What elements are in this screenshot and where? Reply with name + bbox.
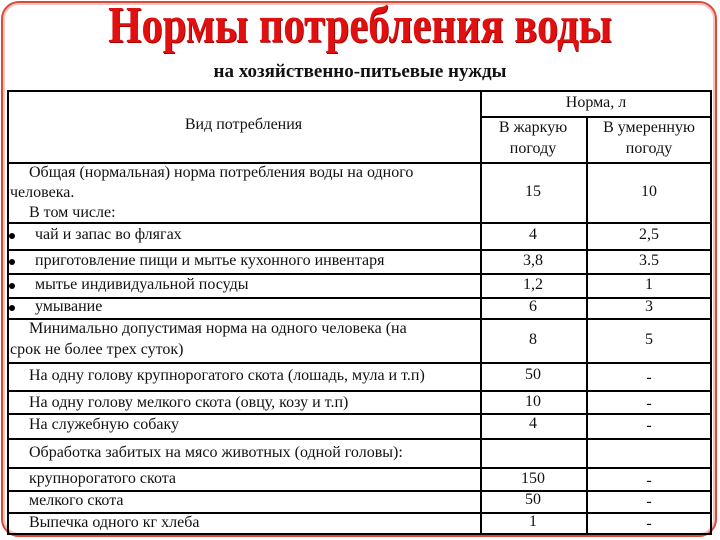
row-dishes-moderate: 1 bbox=[645, 276, 653, 293]
header-norm-liters: Норма, л bbox=[565, 94, 627, 111]
row-bread-baking-label: Выпечка одного кг хлеба bbox=[29, 514, 200, 531]
row-minimum-hot: 8 bbox=[529, 331, 537, 348]
row-tea-moderate: 2,5 bbox=[639, 226, 659, 243]
row-small-livestock-hot: 10 bbox=[525, 393, 541, 410]
row-service-dog-label: На служебную собаку bbox=[29, 416, 180, 433]
row-cooking-moderate: 3.5 bbox=[639, 252, 659, 269]
row-washing-moderate: 3 bbox=[645, 298, 653, 315]
table-row bbox=[7, 274, 479, 298]
water-norms-table bbox=[7, 90, 712, 535]
row-minimum-moderate: 5 bbox=[645, 331, 653, 348]
bullet-icon bbox=[9, 259, 15, 265]
row-slaughter-cattle-label: крупнорогатого скота bbox=[29, 470, 177, 487]
row-label: чай и запас во флягах bbox=[35, 226, 182, 243]
table-row bbox=[7, 250, 479, 274]
row-cattle-hot: 50 bbox=[525, 366, 541, 383]
row-slaughter-small-label: мелкого скота bbox=[29, 492, 124, 509]
row-general-norm-line1: Общая (нормальная) норма потребления воды на одного bbox=[29, 164, 414, 181]
row-general-hot: 15 bbox=[525, 183, 541, 200]
bullet-icon bbox=[9, 283, 15, 289]
row-general-norm-line2: человека. bbox=[10, 184, 75, 201]
page-subtitle: на хозяйственно-питьевые нужды bbox=[213, 61, 507, 82]
row-dishes-hot: 1,2 bbox=[523, 276, 543, 293]
row-bread-baking-hot: 1 bbox=[529, 513, 537, 530]
header-hot-weather-1: В жаркую bbox=[498, 119, 568, 136]
table-row bbox=[7, 296, 479, 318]
row-slaughter-processing-label: Обработка забитых на мясо животных (одной головы): bbox=[29, 444, 403, 461]
row-bread-baking-moderate: - bbox=[646, 515, 652, 532]
row-label: приготовление пищи и мытье кухонного инвентаря bbox=[35, 252, 385, 269]
bullet-icon bbox=[9, 233, 15, 239]
row-cooking-hot: 3,8 bbox=[523, 252, 543, 269]
header-moderate-weather-1: В умеренную bbox=[603, 119, 695, 136]
row-slaughter-cattle-moderate: - bbox=[646, 472, 652, 489]
row-line bbox=[7, 438, 712, 440]
table-row bbox=[7, 224, 479, 248]
row-slaughter-cattle-hot: 150 bbox=[521, 470, 545, 487]
row-washing-hot: 6 bbox=[529, 298, 537, 315]
header-moderate-weather-2: погоду bbox=[625, 140, 673, 157]
row-general-moderate: 10 bbox=[641, 183, 657, 200]
row-small-livestock-moderate: - bbox=[646, 395, 652, 412]
row-label: умывание bbox=[35, 298, 103, 315]
page-title: Нормы потребления воды bbox=[108, 0, 612, 54]
row-cattle-label: На одну голову крупнорогатого скота (лошадь, мула и т.п) bbox=[29, 367, 425, 384]
row-label: мытье индивидуальной посуды bbox=[35, 276, 249, 293]
row-service-dog-hot: 4 bbox=[529, 415, 537, 432]
row-slaughter-small-moderate: - bbox=[646, 493, 652, 510]
row-tea-hot: 4 bbox=[529, 226, 537, 243]
row-line bbox=[7, 362, 712, 364]
bullet-icon bbox=[9, 305, 15, 311]
row-minimum-norm-line1: Минимально допустимая норма на одного человека (на bbox=[29, 320, 407, 337]
row-service-dog-moderate: - bbox=[646, 417, 652, 434]
row-minimum-norm-line2: срок не более трех суток) bbox=[10, 341, 184, 358]
row-including-label: В том числе: bbox=[29, 204, 116, 221]
header-consumption-type: Вид потребления bbox=[184, 116, 303, 133]
row-cattle-moderate: - bbox=[646, 369, 652, 386]
row-slaughter-small-hot: 50 bbox=[525, 491, 541, 508]
header-hot-weather-2: погоду bbox=[509, 140, 557, 157]
row-small-livestock-label: На одну голову мелкого скота (овцу, козу и т.п) bbox=[29, 394, 349, 411]
